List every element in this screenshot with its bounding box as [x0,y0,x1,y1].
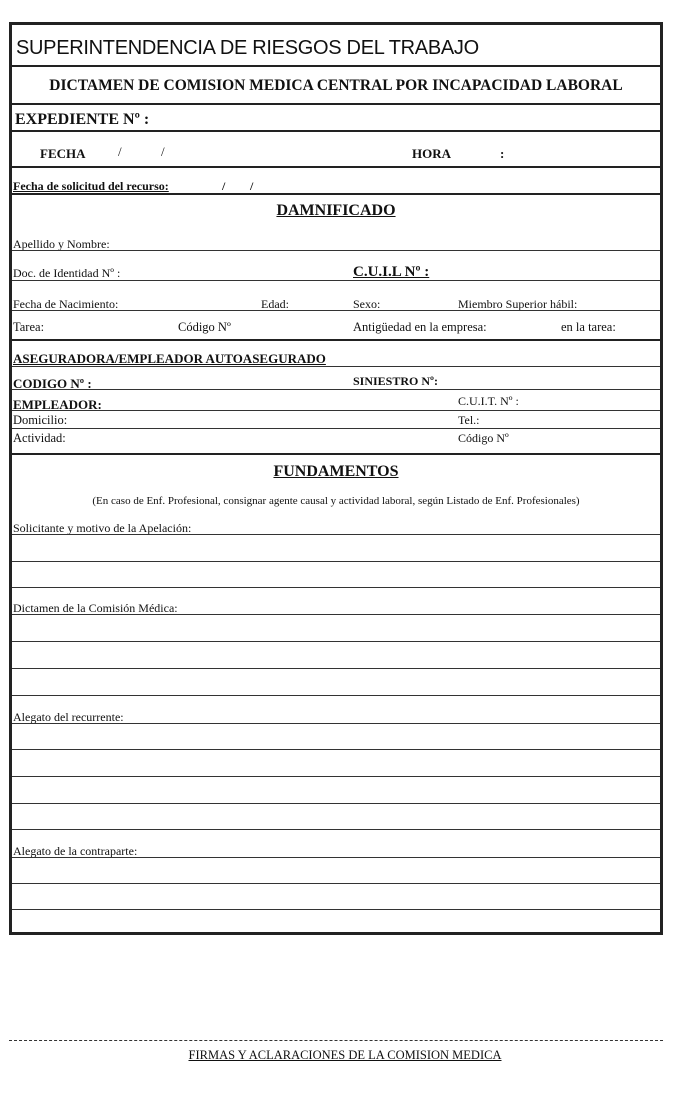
divider [12,339,660,341]
cuil-field[interactable]: C.U.I.L Nº : [353,264,430,280]
divider [12,193,660,195]
ruled-line [12,749,660,750]
signature-line[interactable] [9,1040,663,1041]
ruled-line [12,909,660,910]
ruled-line [12,857,660,858]
ruled-line [12,723,660,724]
ruled-line [12,641,660,642]
solicitante-field[interactable]: Solicitante y motivo de la Apelación: [13,521,192,535]
antiguedad-tarea-field[interactable]: en la tarea: [561,320,616,334]
damnificado-heading: DAMNIFICADO [276,202,396,219]
divider [12,250,660,251]
actividad-field[interactable]: Actividad: [13,431,66,445]
ruled-line [12,587,660,588]
sexo-field[interactable]: Sexo: [353,297,381,311]
tel-field[interactable]: Tel.: [458,413,480,427]
divider [12,280,660,281]
divider [12,410,660,411]
ruled-line [12,829,660,830]
divider [12,428,660,429]
solicitud-date-field[interactable]: Fecha de solicitud del recurso: [13,179,169,193]
form-subtitle: DICTAMEN DE COMISION MEDICA CENTRAL POR INCAPACIDAD LABORAL [49,77,623,94]
empleador-field[interactable]: EMPLEADOR: [13,397,102,412]
doc-identidad-field[interactable]: Doc. de Identidad Nº : [13,266,121,280]
divider [12,65,660,67]
medical-commission-form [9,22,663,935]
antiguedad-empresa-field[interactable]: Antigüedad en la empresa: [353,320,487,334]
aseguradora-heading: ASEGURADORA/EMPLEADOR AUTOASEGURADO [13,351,326,366]
fecha-separator: / [118,144,122,159]
signatures-caption: FIRMAS Y ACLARACIONES DE LA COMISION MEDICA [188,1048,502,1062]
miembro-superior-field[interactable]: Miembro Superior hábil: [458,297,578,311]
cuit-field[interactable]: C.U.I.T. Nº : [458,394,519,408]
apellido-nombre-field[interactable]: Apellido y Nombre: [13,237,110,251]
ruled-line [12,668,660,669]
alegato-recurrente-field[interactable]: Alegato del recurrente: [13,710,124,724]
divider [12,366,660,367]
fecha-nacimiento-field[interactable]: Fecha de Nacimiento: [13,297,119,311]
expediente-field[interactable]: EXPEDIENTE Nº : [15,111,150,128]
alegato-contraparte-field[interactable]: Alegato de la contraparte: [13,844,138,858]
dictamen-field[interactable]: Dictamen de la Comisión Médica: [13,601,178,615]
hora-separator: : [500,146,505,161]
ruled-line [12,776,660,777]
ruled-line [12,561,660,562]
divider [12,103,660,105]
fecha-separator: / [161,144,165,159]
divider [12,166,660,168]
solicitud-separator: / [222,179,226,193]
ruled-line [12,614,660,615]
tarea-field[interactable]: Tarea: [13,320,45,334]
ruled-line [12,883,660,884]
ruled-line [12,695,660,696]
form-title: SUPERINTENDENCIA DE RIESGOS DEL TRABAJO [16,37,479,59]
fecha-label: FECHA [40,146,86,161]
divider [12,453,660,455]
fundamentos-note: (En caso de Enf. Profesional, consignar agente causal y actividad laboral, según Listado de Enf. Profesionales) [92,495,580,507]
edad-field[interactable]: Edad: [261,297,289,311]
divider [12,310,660,311]
domicilio-field[interactable]: Domicilio: [13,413,68,427]
codigo-actividad-field[interactable]: Código Nº [458,431,509,445]
fundamentos-heading: FUNDAMENTOS [273,463,399,480]
divider [12,389,660,390]
hora-label: HORA [412,146,451,161]
solicitud-separator: / [250,179,254,193]
ruled-line [12,534,660,535]
divider [12,130,660,132]
codigo-aseguradora-field[interactable]: CODIGO Nº : [13,376,92,391]
siniestro-field[interactable]: SINIESTRO Nº: [353,374,438,388]
codigo-tarea-field[interactable]: Código Nº [178,320,231,334]
ruled-line [12,803,660,804]
